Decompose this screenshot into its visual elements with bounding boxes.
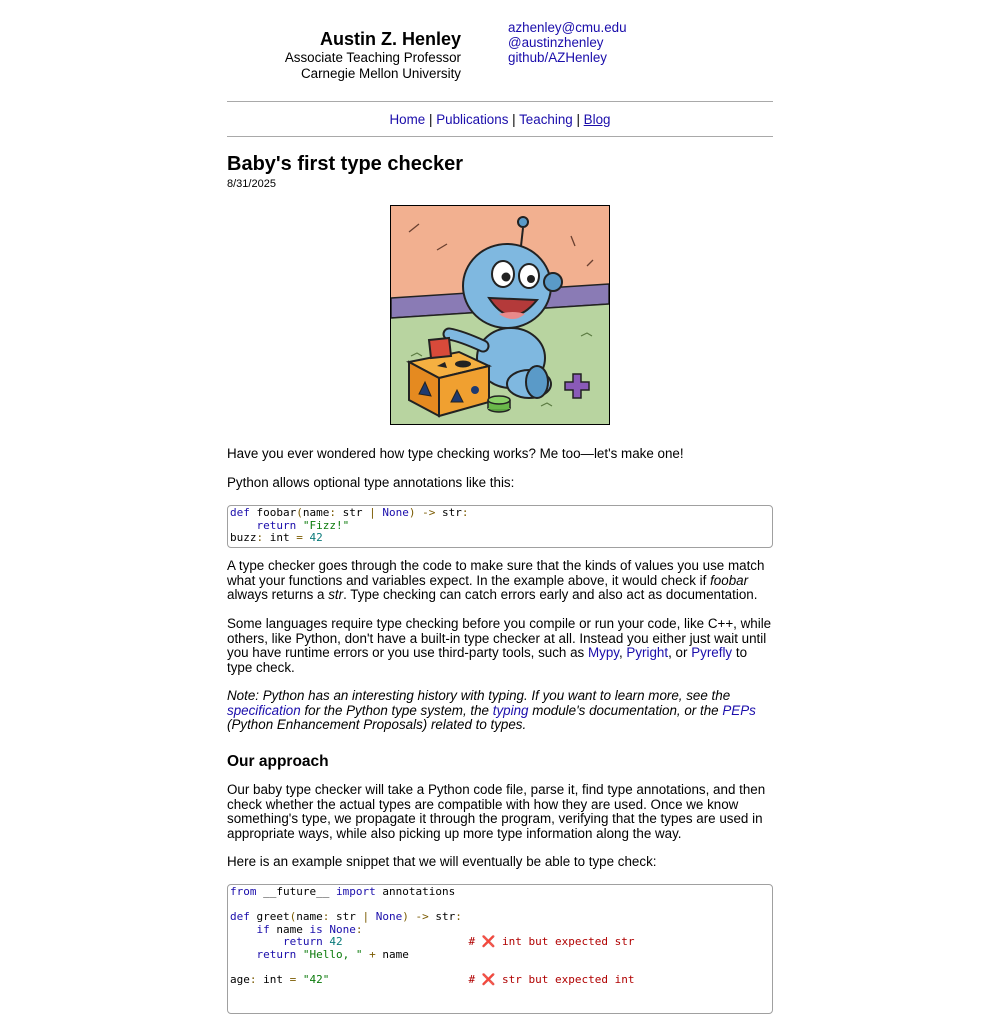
nav-teaching[interactable]: Teaching [519,112,573,127]
type-checker-paragraph: A type checker goes through the code to make sure that the kinds of values you use match what your functions and variables expect. In the example above, it would check if foobar always returns a str. Type checking can catch errors early and also act as documentation. [227,558,765,603]
code-block-annotations: def foobar(name: str | None) -> str: return "Fizz!" buzz: int = 42 [227,505,773,548]
typing-link[interactable]: typing [492,702,529,718]
nav-separator: | [576,112,580,127]
twitter-link[interactable]: @austinzhenley [508,34,604,50]
nav-blog[interactable]: Blog [583,112,611,127]
site-header [227,0,773,101]
baby-robot-illustration-icon [391,206,609,424]
post-title: Baby's first type checker [227,153,463,175]
note-paragraph: Note: Python has an interesting history with typing. If you want to learn more, see the specification for the Python type system, the typing module's documentation, or the PEPs (Python Enhancement Proposals) related to types. [227,688,756,733]
author-role: Associate Teaching Professor [284,50,461,65]
email-link[interactable]: azhenley@cmu.edu [508,20,627,35]
approach-paragraph: Our baby type checker will take a Python code file, parse it, find type annotations, and then check whether the actual types are compatible with how they are used. Once we know something's type, we propagate it through the program, verifying that the types are used in appropriate ways, while also picking up more type information along the way. [227,782,766,841]
pyrefly-link[interactable]: Pyrefly [691,645,733,661]
contact-links [508,21,627,65]
main-nav [227,112,773,128]
nav-divider [227,136,773,137]
code-block-example: from __future__ import annotations def greet(name: str | None) -> str: if name is None: return 42 # ❌ int but expected str return "Hello, " + name age: int = "42" # ❌ str but expected int [227,884,773,1014]
str-error-comment: # ❌ str but expected int [468,973,635,987]
nav-separator: | [512,112,516,127]
author-identity [285,28,461,82]
nav-separator: | [428,112,433,127]
specification-link[interactable]: specification [227,702,301,718]
foobar-emphasis: foobar [710,572,749,588]
github-link[interactable]: github/AZHenley [508,49,607,65]
page [227,0,773,987]
mypy-link[interactable]: Mypy [587,645,619,661]
author-affiliation: Carnegie Mellon University [300,66,461,81]
header-divider [227,101,773,102]
author-name: Austin Z. Henley [319,29,461,49]
nav-publications[interactable]: Publications [436,112,509,127]
pyright-link[interactable]: Pyright [626,645,669,661]
section-heading-approach: Our approach [227,753,329,770]
intro-paragraph: Have you ever wondered how type checking works? Me too—let's make one! [227,446,684,461]
post-date: 8/31/2025 [227,178,276,190]
languages-paragraph: Some languages require type checking before you compile or run your code, like C++, while others, like Python, don't have a built-in type checker at all. Instead you either just wait until you have runtime errors or you use third-party tools, such as Mypy, Pyright, or Pyrefly to type check. [227,616,772,675]
int-error-comment: # ❌ int but expected str [468,935,635,949]
peps-link[interactable]: PEPs [722,702,756,718]
hero-illustration [390,205,610,425]
annotations-paragraph: Python allows optional type annotations like this: [227,475,515,490]
nav-home[interactable]: Home [389,112,426,127]
str-emphasis: str [328,587,344,603]
snippet-intro-paragraph: Here is an example snippet that we will eventually be able to type check: [227,854,657,869]
